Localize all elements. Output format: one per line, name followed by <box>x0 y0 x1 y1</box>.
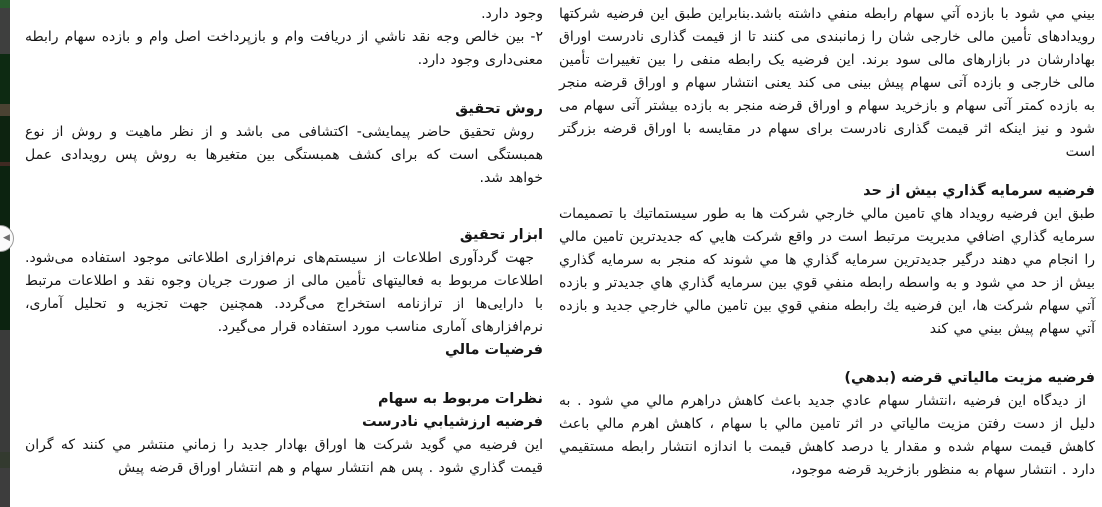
paragraph-fragment: وجود دارد. <box>481 6 543 22</box>
side-strip-segment <box>0 0 10 8</box>
side-strip-segment <box>0 452 10 468</box>
side-strip-segment <box>0 54 10 104</box>
paragraph-mispricing: اين فرضيه مي گويد شركت ها اوراق بهادار جديد را زماني منتشر مي كنند كه گران قيمت گذاري شود . پس هم انتشار سهام و هم انتشار اوراق قرضه پيش <box>25 437 543 476</box>
paragraph-overinvestment: طبق اين فرضيه رويداد هاي تامين مالي خارجي شركت ها به طور سيستماتيك با تصميمات سرمايه گذاري اضافي مديريت مرتبط است در واقع شركت هايي كه جديدترين تامين مالي را انجام مي دهند درگير جديدترين سرمايه گذاري ها مي شوند كه منجر به سرمايه گذاري بيش از حد مي شود و به واسطه رابطه منفي قوي بين سرمايه گذاري هاي جديدتر و بازده آتي سهام شركت ها، اين فرضيه يك رابطه منفي قوي بين تامين مالي خارجي جديد و بازده آتي سهام پيش بيني مي كند <box>559 206 1095 337</box>
section-heading-overinvestment-hypothesis: فرضيه سرمايه گذاري بيش از حد <box>863 183 1095 199</box>
side-strip-segment <box>0 104 10 116</box>
section-heading-financial-hypotheses: فرضيات مالي <box>444 342 543 358</box>
hypothesis-item-2: ۲- بين خالص وجه نقد ناشي از دريافت وام و بازپرداخت اصل وام و بازده سهام رابطه معنی‌داری وجود دارد. <box>25 29 543 68</box>
side-strip <box>0 0 10 507</box>
paragraph-research-method: روش تحقيق حاضر پيمايشی- اكتشافی می باشد و از نظر ماهيت و روش از نوع همبستگی است كه برای كشف همبستگی بين متغيرها به روش پس رويدادی عمل خواهد شد. <box>25 124 543 186</box>
side-strip-segment <box>0 330 10 452</box>
side-strip-segment <box>0 468 10 507</box>
paragraph-mispricing-continued: بيني مي شود با بازده آتي سهام رابطه منفي داشته باشد.بنابراين طبق اين فرضيه شركتها رويدادهای تأمين مالی خارجی شان را زمانبندی می كنند تا از قيمت گذاری نادرست اوراق بهادارشان در بازارهای مالی سود برند. اين فرضيه يک رابطه منفی را بين تغييرات تأمين مالی خارجی و بازده آتی سهام پيش بينی می كند يعنی انتشار سهام و اوراق قرضه منجر به بازده كمتر آتی سهام و بازخريد سهام و اوراق قرضه منجر به بازده بيشتر آتی سهام می شود و نيز اينكه اثر قيمت گذاری نادرست برای سهام در مقايسه با اوراق قرضه بزرگتر است <box>559 6 1095 160</box>
section-heading-mispricing-hypothesis: فرضيه ارزشيابي نادرست <box>361 414 543 430</box>
text-column-right <box>559 3 1095 482</box>
section-heading-research-tools: ابزار تحقيق <box>459 227 543 243</box>
section-heading-research-method: روش تحقيق <box>455 101 543 117</box>
paragraph-research-tools: جهت گردآوری اطلاعات از سيستم‌های نرم‌افزاری اطلاعاتی موجود استفاده می‌شود. اطلاعات مربوط به فعاليتهای تأمين مالی از صورت جريان وجوه نقد و اطلاعات مرتبط با دارايی‌ها از ترازنامه استخراج می‌گردد. همچنين جهت تجزيه و تحليل آماری، نرم‌افزارهای آماری مناسب مورد استفاده قرار می‌گيرد. <box>25 250 543 335</box>
collapse-panel-button[interactable] <box>0 225 14 252</box>
text-column-left <box>25 3 543 480</box>
side-strip-segment <box>0 116 10 162</box>
side-strip-segment <box>0 8 10 54</box>
section-heading-stock-views: نظرات مربوط به سهام <box>377 391 543 407</box>
paragraph-tax-advantage: از ديدگاه اين فرضيه ،انتشار سهام عادي جديد باعث كاهش دراهرم مالي مي شود . به دليل از دست رفتن مزيت مالياتي در اثر تامين مالي با سهام ، كاهش اهرم مالي باعث كاهش قيمت سهام شده و مقدار يا درصد كاهش قيمت با اندازه انتشار رابطه مستقيمي دارد . انتشار سهام به منظور بازخريد قرضه موجود، <box>559 393 1095 478</box>
section-heading-tax-advantage-hypothesis: فرضيه مزيت مالياتي قرضه (بدهي) <box>844 370 1095 386</box>
collapse-arrow-icon: ◀ <box>3 232 10 243</box>
